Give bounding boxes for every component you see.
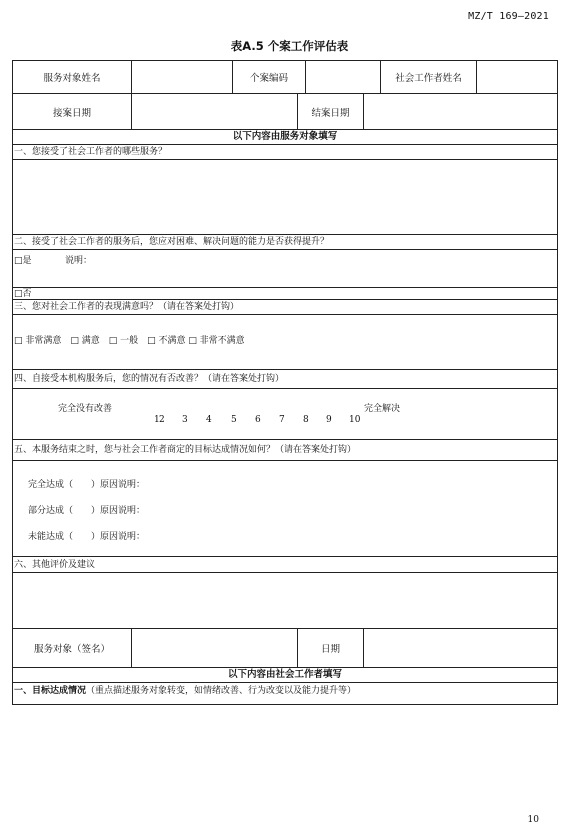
q5-label: 五、本服务结束之时，您与社会工作者商定的目标达成情况如何？（请在答案处打钩） xyxy=(13,440,557,461)
basic-info-row-2 xyxy=(13,94,557,130)
scale-option-2[interactable]: 2 xyxy=(159,415,165,425)
scale-option-10[interactable]: 10 xyxy=(349,415,361,425)
scale-option-4[interactable]: 4 xyxy=(206,415,212,425)
q4-label: 四、自接受本机构服务后，您的情况有否改善？（请在答案处打钩） xyxy=(13,370,557,389)
sign-date-label: 日期 xyxy=(297,629,363,667)
q3-label: 三、您对社会工作者的表现满意吗？（请在答案处打钩） xyxy=(13,300,557,315)
scale-option-7[interactable]: 7 xyxy=(279,415,285,425)
q3-options-row xyxy=(13,315,557,370)
goal-achievement-note: （重点描述服务对象转变，如情绪改善、行为改变以及能力提升等） xyxy=(86,686,357,696)
q2-no-checkbox[interactable]: □否 xyxy=(13,288,557,300)
q4-left-anchor: 完全没有改善 xyxy=(58,404,113,414)
q4-scale-row xyxy=(13,389,557,440)
client-signature-field[interactable] xyxy=(131,629,297,667)
client-signature-label: 服务对象（签名） xyxy=(33,644,110,655)
q1-label: 一、您接受了社会工作者的哪些服务？ xyxy=(13,145,557,160)
scale-option-9[interactable]: 9 xyxy=(326,415,332,425)
client-name-label: 服务对象姓名 xyxy=(43,73,101,84)
close-date-label: 结案日期 xyxy=(297,94,363,129)
q5-option-not[interactable]: 未能达成（ ）原因说明： xyxy=(28,532,146,542)
sign-date-field[interactable] xyxy=(363,629,559,667)
scale-option-5[interactable]: 5 xyxy=(231,415,237,425)
q6-label: 六、其他评价及建议 xyxy=(13,557,557,573)
intake-date-label: 接案日期 xyxy=(52,107,91,119)
intake-date-field[interactable] xyxy=(131,94,297,129)
goal-achievement-row xyxy=(13,683,557,704)
basic-info-row-1 xyxy=(13,61,557,94)
scale-option-6[interactable]: 6 xyxy=(255,415,261,425)
q6-answer-area[interactable] xyxy=(13,573,557,629)
q2-yes-checkbox[interactable]: □是 xyxy=(14,256,32,266)
case-evaluation-form xyxy=(12,60,558,705)
scale-option-8[interactable]: 8 xyxy=(303,415,309,425)
q2-label: 二、接受了社会工作者的服务后，您应对困难、解决问题的能力是否获得提升？ xyxy=(13,235,557,250)
q4-right-anchor: 完全解决 xyxy=(364,404,401,414)
case-no-field[interactable] xyxy=(305,61,380,93)
table-title: 表A.5 个案工作评估表 xyxy=(230,39,349,53)
worker-name-field[interactable] xyxy=(476,61,559,93)
q3-satisfaction-options[interactable]: □ 非常满意 □ 满意 □ 一般 □ 不满意 □ 非常不满意 xyxy=(14,336,245,346)
scale-option-1[interactable]: 1 xyxy=(154,415,160,425)
goal-achievement-title: 一、目标达成情况 xyxy=(14,686,87,696)
worker-name-label: 社会工作者姓名 xyxy=(380,61,476,93)
q5-options-row xyxy=(13,461,557,557)
client-section-heading: 以下内容由服务对象填写 xyxy=(13,130,557,145)
q5-option-partial[interactable]: 部分达成（ ）原因说明： xyxy=(28,506,146,516)
close-date-field[interactable] xyxy=(363,94,559,129)
signature-row xyxy=(13,629,557,668)
client-name-field[interactable] xyxy=(131,61,232,93)
page-number: 10 xyxy=(527,815,539,825)
q2-explain-label: 说明： xyxy=(65,256,93,266)
q1-answer-area[interactable] xyxy=(13,160,557,235)
standard-code: MZ/T 169—2021 xyxy=(468,11,549,22)
case-no-label: 个案编码 xyxy=(232,61,305,93)
scale-option-3[interactable]: 3 xyxy=(182,415,188,425)
q5-option-full[interactable]: 完全达成（ ）原因说明： xyxy=(28,480,146,490)
worker-section-heading: 以下内容由社会工作者填写 xyxy=(13,668,557,683)
q2-yes-row xyxy=(13,250,557,288)
